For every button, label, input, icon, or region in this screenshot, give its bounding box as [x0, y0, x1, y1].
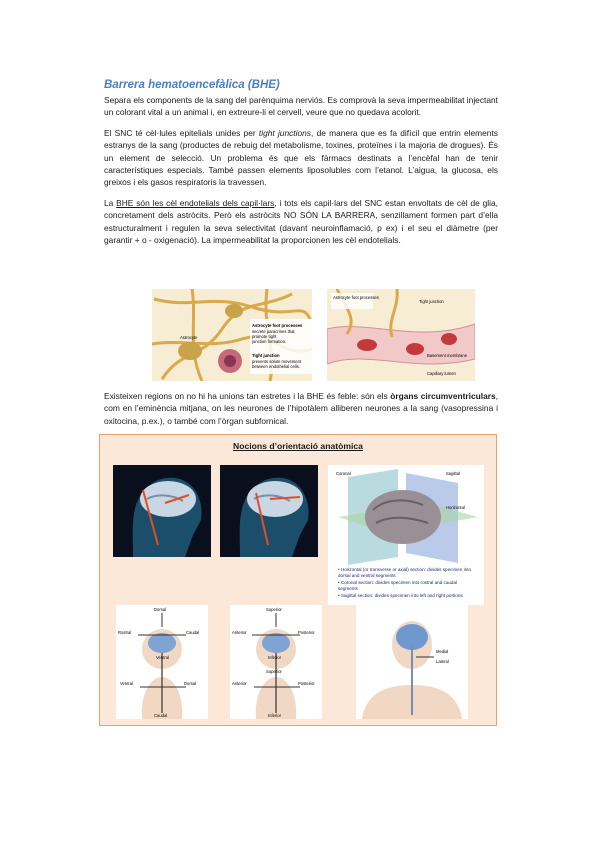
astro-feet-label: Astrocyte foot processes [252, 323, 303, 328]
astro-feet-desc: secrete paracrines that [252, 329, 295, 334]
p2-text-a: El SNC té cèl·lules epitelials unides per [104, 127, 259, 138]
plane-note-2: • Coronal section: divides specimen into rostral and caudal segments [338, 580, 458, 591]
lateral-label: Lateral [436, 659, 449, 664]
head-mri-image-2 [220, 465, 318, 557]
svg-text:between endothelial cells.: between endothelial cells. [252, 364, 300, 369]
plane-sagittal-label: Sagittal [446, 471, 460, 476]
section-title: Barrera hematoencefàlica (BHE) [104, 79, 280, 91]
p3-text-a: La [104, 197, 117, 208]
tight-junction-label: Tight junction [252, 353, 280, 358]
r-basement-label: Basement membrane [427, 353, 468, 358]
paragraph-4 [104, 390, 498, 427]
orientation-diagram-medial-lateral [356, 605, 468, 719]
rostral-label: Rostral [118, 630, 132, 635]
box-title: Nocions d’orientació anatòmica [233, 441, 363, 451]
inferior2-label: Inferior [268, 713, 282, 718]
p4-bold-term: òrgans circumventriculars [390, 391, 496, 401]
svg-text:promote tight: promote tight [252, 334, 277, 339]
superior-label: Superior [266, 607, 282, 612]
posterior-label: Posterior [298, 630, 315, 635]
paragraph-2 [104, 127, 498, 189]
astrocyte-network-image [152, 289, 312, 381]
plane-coronal-label: Coronal [336, 471, 351, 476]
plane-note-1: • Horizontal (or transverse or axial) section: divides specimen into dorsal and ventral segments [338, 567, 472, 578]
dorsal-label: Dorsal [154, 607, 167, 612]
anterior-label: Anterior [232, 630, 247, 635]
r-tight-label: Tight junction [419, 299, 444, 304]
ventral-label: Ventral [156, 655, 170, 660]
capillary-image [327, 289, 475, 381]
ventral2-label: Ventral [120, 681, 134, 686]
orientation-diagram-anterior-posterior [230, 605, 322, 719]
bbb-figure [152, 289, 476, 381]
p3-underlined: BHE són les cèl endotelials dels capil·lars [116, 197, 275, 208]
inferior-label: Inferior [268, 655, 282, 660]
svg-text:prevents solute movement: prevents solute movement [252, 359, 302, 364]
anatomy-orientation-box [99, 434, 497, 726]
main-text [104, 79, 498, 254]
p2-italic-term: tight junctions [258, 127, 311, 138]
posterior2-label: Posterior [298, 681, 315, 686]
p3-text-c: , i tots els capil·lars del SNC estan envoltats de cèl de glia, concretament dels astròcits. Però els astròcits NO SÓN LA BARRERA, senzillament formen part d’ella estructuralment i regulen la seva selectivitat (davant neuroinflamació, p ex) i el seu el diàmetre (per garantir + o - oxigenació). La impermeabilitat la proporcionen les cèl endotelials. [104, 197, 498, 246]
paragraph-3 [104, 197, 498, 247]
svg-text:junction formation.: junction formation. [252, 339, 287, 344]
orientation-diagram-rostral-caudal [116, 605, 208, 719]
plane-note-3: • Sagittal section: divides specimen into left and right portions [338, 593, 463, 598]
astrocyte-label: Astrocyte [180, 335, 198, 340]
r-astro-label: Astrocyte foot processes [333, 295, 379, 300]
plane-horizontal-label: Horizontal [446, 505, 465, 510]
anterior2-label: Anterior [232, 681, 247, 686]
r-lumen-label: Capillary lumen [427, 371, 456, 376]
superior2-label: Superior [266, 669, 282, 674]
paragraph-1: Separa els components de la sang del parènquima nerviós. Es comprovà la seva impermeabilitat injectant un colorant vital a un animal i, en extreure-li el cervell, veure que no quedava acolorit. [104, 95, 498, 118]
caudal-label: Caudal [186, 630, 200, 635]
head-mri-image-1 [113, 465, 211, 557]
dorsal2-label: Dorsal [184, 681, 197, 686]
medial-label: Medial [436, 649, 449, 654]
p2-text-c: , de manera que es fa difícil que entrin elements estranys de la sang (productes de rebuig del metabolisme, toxines, proteïnes i la majoria de drogues). És un element de selecció. Un problema és que els fàrmacs destinats a l’encèfal han de tenir característiques especials. També passen elements liposolubles com l’etanol. L’aigua, la glucosa, els greixos i els gasos respiratoris la travessen. [104, 127, 498, 188]
p4-text-c: , com en l’eminència mitjana, on les neurones de l’hipotàlem alliberen neurones a la sang (vasopressina i oxitocina, p.ex.), o també com l’òrgan subfornical. [104, 391, 498, 426]
caudal2-label: Caudal [154, 713, 168, 718]
p4-text-a: Existeixen regions on no hi ha unions tan estretes i la BHE és feble: són els [104, 391, 391, 401]
